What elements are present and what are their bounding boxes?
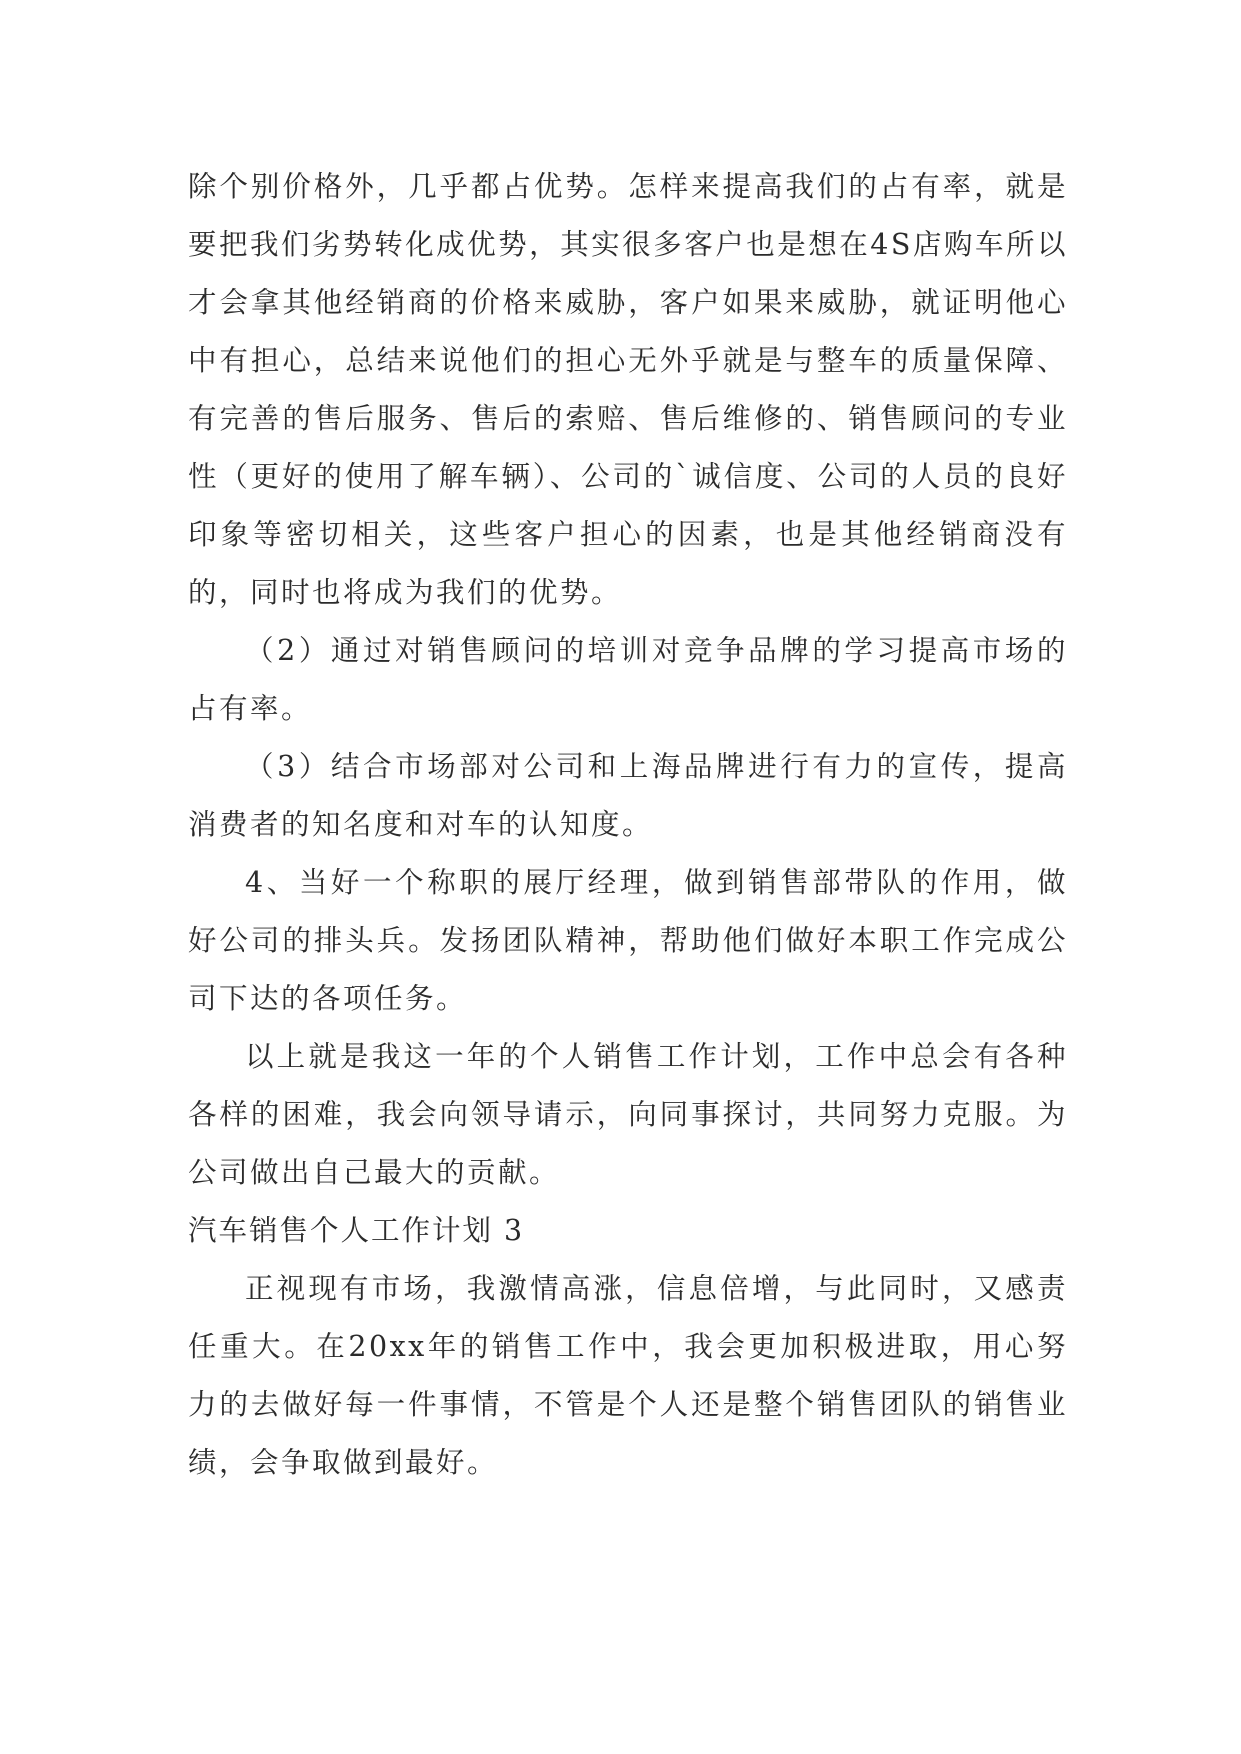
paragraph-item-4: 4、当好一个称职的展厅经理，做到销售部带队的作用，做好公司的排头兵。发扬团队精神，帮助他们做好本职工作完成公司下达的各项任务。 (188, 866, 1068, 1015)
section-paragraph: 正视现有市场，我激情高涨，信息倍增，与此同时，又感责任重大。在20xx年的销售工作中，我会更加积极进取，用心努力的去做好每一件事情，不管是个人还是整个销售团队的销售业绩，会争取做到最好。 (188, 1272, 1068, 1479)
document-body (188, 158, 1068, 1492)
paragraph-summary: 以上就是我这一年的个人销售工作计划，工作中总会有各种各样的困难，我会向领导请示，向同事探讨，共同努力克服。为公司做出自己最大的贡献。 (188, 1040, 1068, 1189)
paragraph-item-3: （3）结合市场部对公司和上海品牌进行有力的宣传，提高消费者的知名度和对车的认知度。 (188, 750, 1068, 841)
section-title: 汽车销售个人工作计划 3 (188, 1214, 525, 1247)
paragraph-item-2: （2）通过对销售顾问的培训对竞争品牌的学习提高市场的占有率。 (188, 634, 1068, 725)
paragraph-advantage: 除个别价格外，几乎都占优势。怎样来提高我们的占有率，就是要把我们劣势转化成优势，其实很多客户也是想在4S店购车所以才会拿其他经销商的价格来威胁，客户如果来威胁，就证明他心中有担心，总结来说他们的担心无外乎就是与整车的质量保障、有完善的售后服务、售后的索赔、售后维修的、销售顾问的专业性（更好的使用了解车辆）、公司的`诚信度、公司的人员的良好印象等密切相关，这些客户担心的因素，也是其他经销商没有的，同时也将成为我们的优势。 (188, 170, 1068, 609)
